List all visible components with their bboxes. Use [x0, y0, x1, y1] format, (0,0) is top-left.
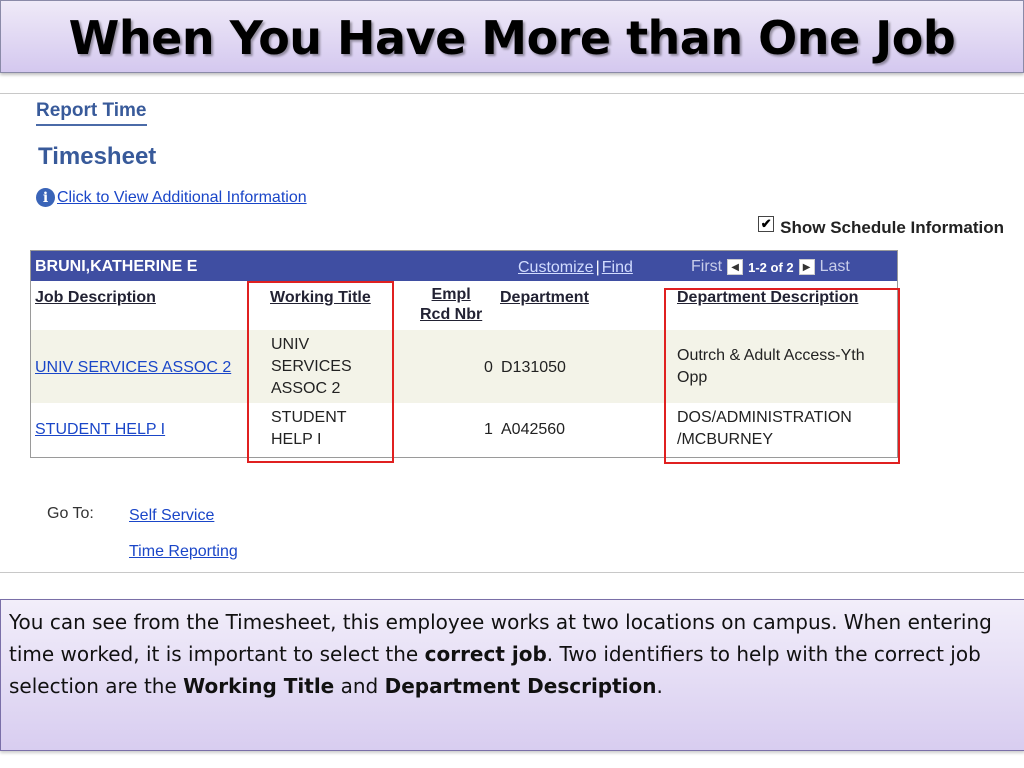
- show-schedule-checkbox[interactable]: ✔: [758, 216, 774, 232]
- department-cell: D131050: [501, 359, 566, 376]
- highlight-box-working-title: [247, 281, 394, 463]
- dept-desc-line: Outrch & Adult Access-Yth: [677, 347, 865, 364]
- working-title-line: UNIV: [271, 336, 310, 353]
- employee-name: BRUNI,KATHERINE E: [35, 258, 198, 275]
- caption-emphasis-correct-job: correct job: [424, 642, 547, 666]
- slide-title-bar: [0, 0, 1024, 73]
- highlight-box-department-description: [664, 288, 900, 464]
- tools-separator: |: [595, 259, 600, 276]
- caption-text: .: [656, 674, 663, 698]
- job-description-link[interactable]: STUDENT HELP I: [35, 421, 166, 438]
- empl-rcd-cell: 0: [484, 359, 493, 376]
- dept-desc-line: DOS/ADMINISTRATION: [677, 409, 852, 426]
- col-header-empl-rcd-line2: Rcd Nbr: [420, 306, 483, 323]
- caption-text: . Two identifiers to help with the correct job selection are the: [9, 642, 981, 698]
- show-schedule-toggle[interactable]: [758, 218, 1004, 238]
- grid-tools: [518, 259, 633, 277]
- additional-info-link[interactable]: Click to View Additional Information: [57, 189, 307, 206]
- time-reporting-link[interactable]: Time Reporting: [129, 543, 238, 560]
- caption-text: You can see from the Timesheet, this employee works at two locations on campus. When entering time worked, it is important to select the: [9, 610, 992, 666]
- row-count: 1-2 of 2: [748, 259, 794, 275]
- empl-rcd-cell: 1: [484, 421, 493, 438]
- goto-label: Go To:: [47, 505, 94, 522]
- caption-emphasis-working-title: Working Title: [183, 674, 335, 698]
- slide-title: When You Have More than One Job: [68, 11, 956, 65]
- grid-header: [31, 251, 897, 281]
- last-label[interactable]: Last: [819, 258, 850, 275]
- grid-pagination: [691, 258, 850, 276]
- first-label[interactable]: First: [691, 258, 723, 275]
- find-link[interactable]: Find: [601, 259, 633, 276]
- working-title-line: SERVICES: [271, 358, 352, 375]
- department-cell: A042560: [501, 421, 566, 438]
- breadcrumb-report-time[interactable]: Report Time: [36, 100, 147, 126]
- self-service-link[interactable]: Self Service: [129, 507, 215, 524]
- next-arrow-icon[interactable]: ▶: [799, 259, 815, 275]
- col-header-working-title[interactable]: Working Title: [270, 289, 371, 306]
- col-header-department[interactable]: Department: [500, 289, 589, 306]
- caption-box: [0, 599, 1024, 751]
- caption-emphasis-department-description: Department Description: [384, 674, 657, 698]
- dept-desc-line: /MCBURNEY: [677, 431, 774, 448]
- customize-link[interactable]: Customize: [518, 259, 594, 276]
- col-header-empl-rcd-line1: Empl: [431, 286, 471, 303]
- col-header-job-description[interactable]: Job Description: [35, 289, 156, 306]
- job-description-link[interactable]: UNIV SERVICES ASSOC 2: [35, 359, 232, 376]
- working-title-line: HELP I: [271, 431, 322, 448]
- col-header-empl-rcd[interactable]: [420, 285, 482, 325]
- working-title-line: ASSOC 2: [271, 380, 341, 397]
- screenshot-top-border: [0, 93, 1024, 94]
- col-header-department-description[interactable]: Department Description: [677, 289, 859, 306]
- info-icon[interactable]: i: [36, 188, 55, 207]
- prev-arrow-icon[interactable]: ◀: [727, 259, 743, 275]
- additional-info-row[interactable]: [36, 188, 307, 207]
- show-schedule-label: Show Schedule Information: [780, 218, 1004, 237]
- working-title-line: STUDENT: [271, 409, 347, 426]
- dept-desc-line: Opp: [677, 369, 708, 386]
- caption-text: and: [334, 674, 385, 698]
- page-title: Timesheet: [38, 143, 157, 170]
- screenshot-bottom-border: [0, 572, 1024, 573]
